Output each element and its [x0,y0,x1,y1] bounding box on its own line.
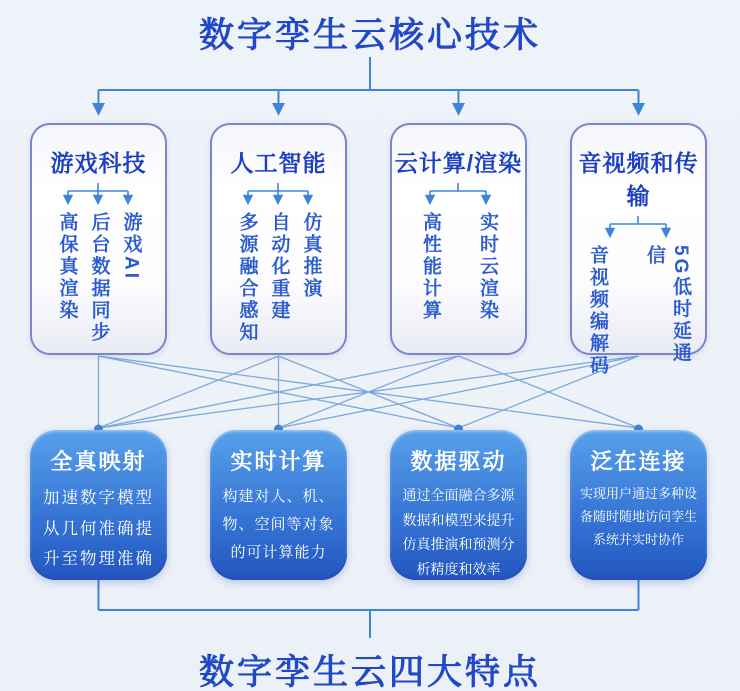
tech-item: 高性能计算 [420,212,441,322]
bottom-title: 数字孪生云四大特点 [198,653,541,691]
feature-box-title: 数据驱动 [410,449,507,474]
top-tree-connector [99,57,639,112]
feature-box-title: 实时计算 [230,449,327,474]
tech-box-game-technology [30,123,167,355]
tech-item: 仿真推演 [300,212,322,300]
feature-box-realtime-computing [210,430,347,580]
feature-box-nubs [94,425,643,434]
feature-box-full-fidelity-mapping [30,430,167,580]
feature-box-description: 实现用户通过多种设备随时随地访问孪生系统并实时协作 [580,486,698,547]
feature-box-description: 构建对人、机、物、空间等对象的可计算能力 [222,488,335,561]
tech-box-title: 云计算/渲染 [394,150,523,176]
feature-box-ubiquitous-connection [570,430,707,580]
item-tree-connector [572,215,705,243]
tech-box-title: 游戏科技 [50,150,147,176]
tech-item-list [32,212,165,352]
feature-box-title: 全真映射 [50,449,147,474]
tech-item-list [212,212,345,352]
tech-box-title: 音视频和传输 [578,150,699,209]
feature-box-description: 加速数字模型从几何准确提升至物理准确 [43,489,154,569]
tech-item-list [572,245,705,385]
item-tree-connector [212,182,345,210]
tech-item-list [392,212,525,352]
feature-box-description: 通过全面融合多源数据和模型来提升仿真推演和预测分析精度和效率 [402,487,515,577]
tech-item: 游戏AI [120,212,142,281]
tech-box-artificial-intelligence [210,123,347,355]
tech-item: 多源融合感知 [236,212,258,344]
tech-feature-mesh [99,356,639,428]
page-title: 数字孪生云核心技术 [198,16,541,55]
tech-box-cloud-computing-rendering [390,123,527,355]
bottom-bracket-connector [99,580,639,638]
tech-item: 高保真渲染 [56,212,78,322]
tech-item: 实时云渲染 [477,212,498,322]
feature-box-title: 泛在连接 [590,449,687,474]
feature-box-data-driven [390,430,527,580]
tech-box-title: 人工智能 [230,150,327,176]
item-tree-connector [392,182,525,210]
tech-item: 5G低时延通信 [644,245,691,365]
tech-box-audio-video-transmission [570,123,707,377]
tech-item: 音视频编解码 [587,245,608,377]
tech-item: 自动化重建 [268,212,290,322]
tech-item: 后台数据同步 [88,212,110,344]
item-tree-connector [32,182,165,210]
